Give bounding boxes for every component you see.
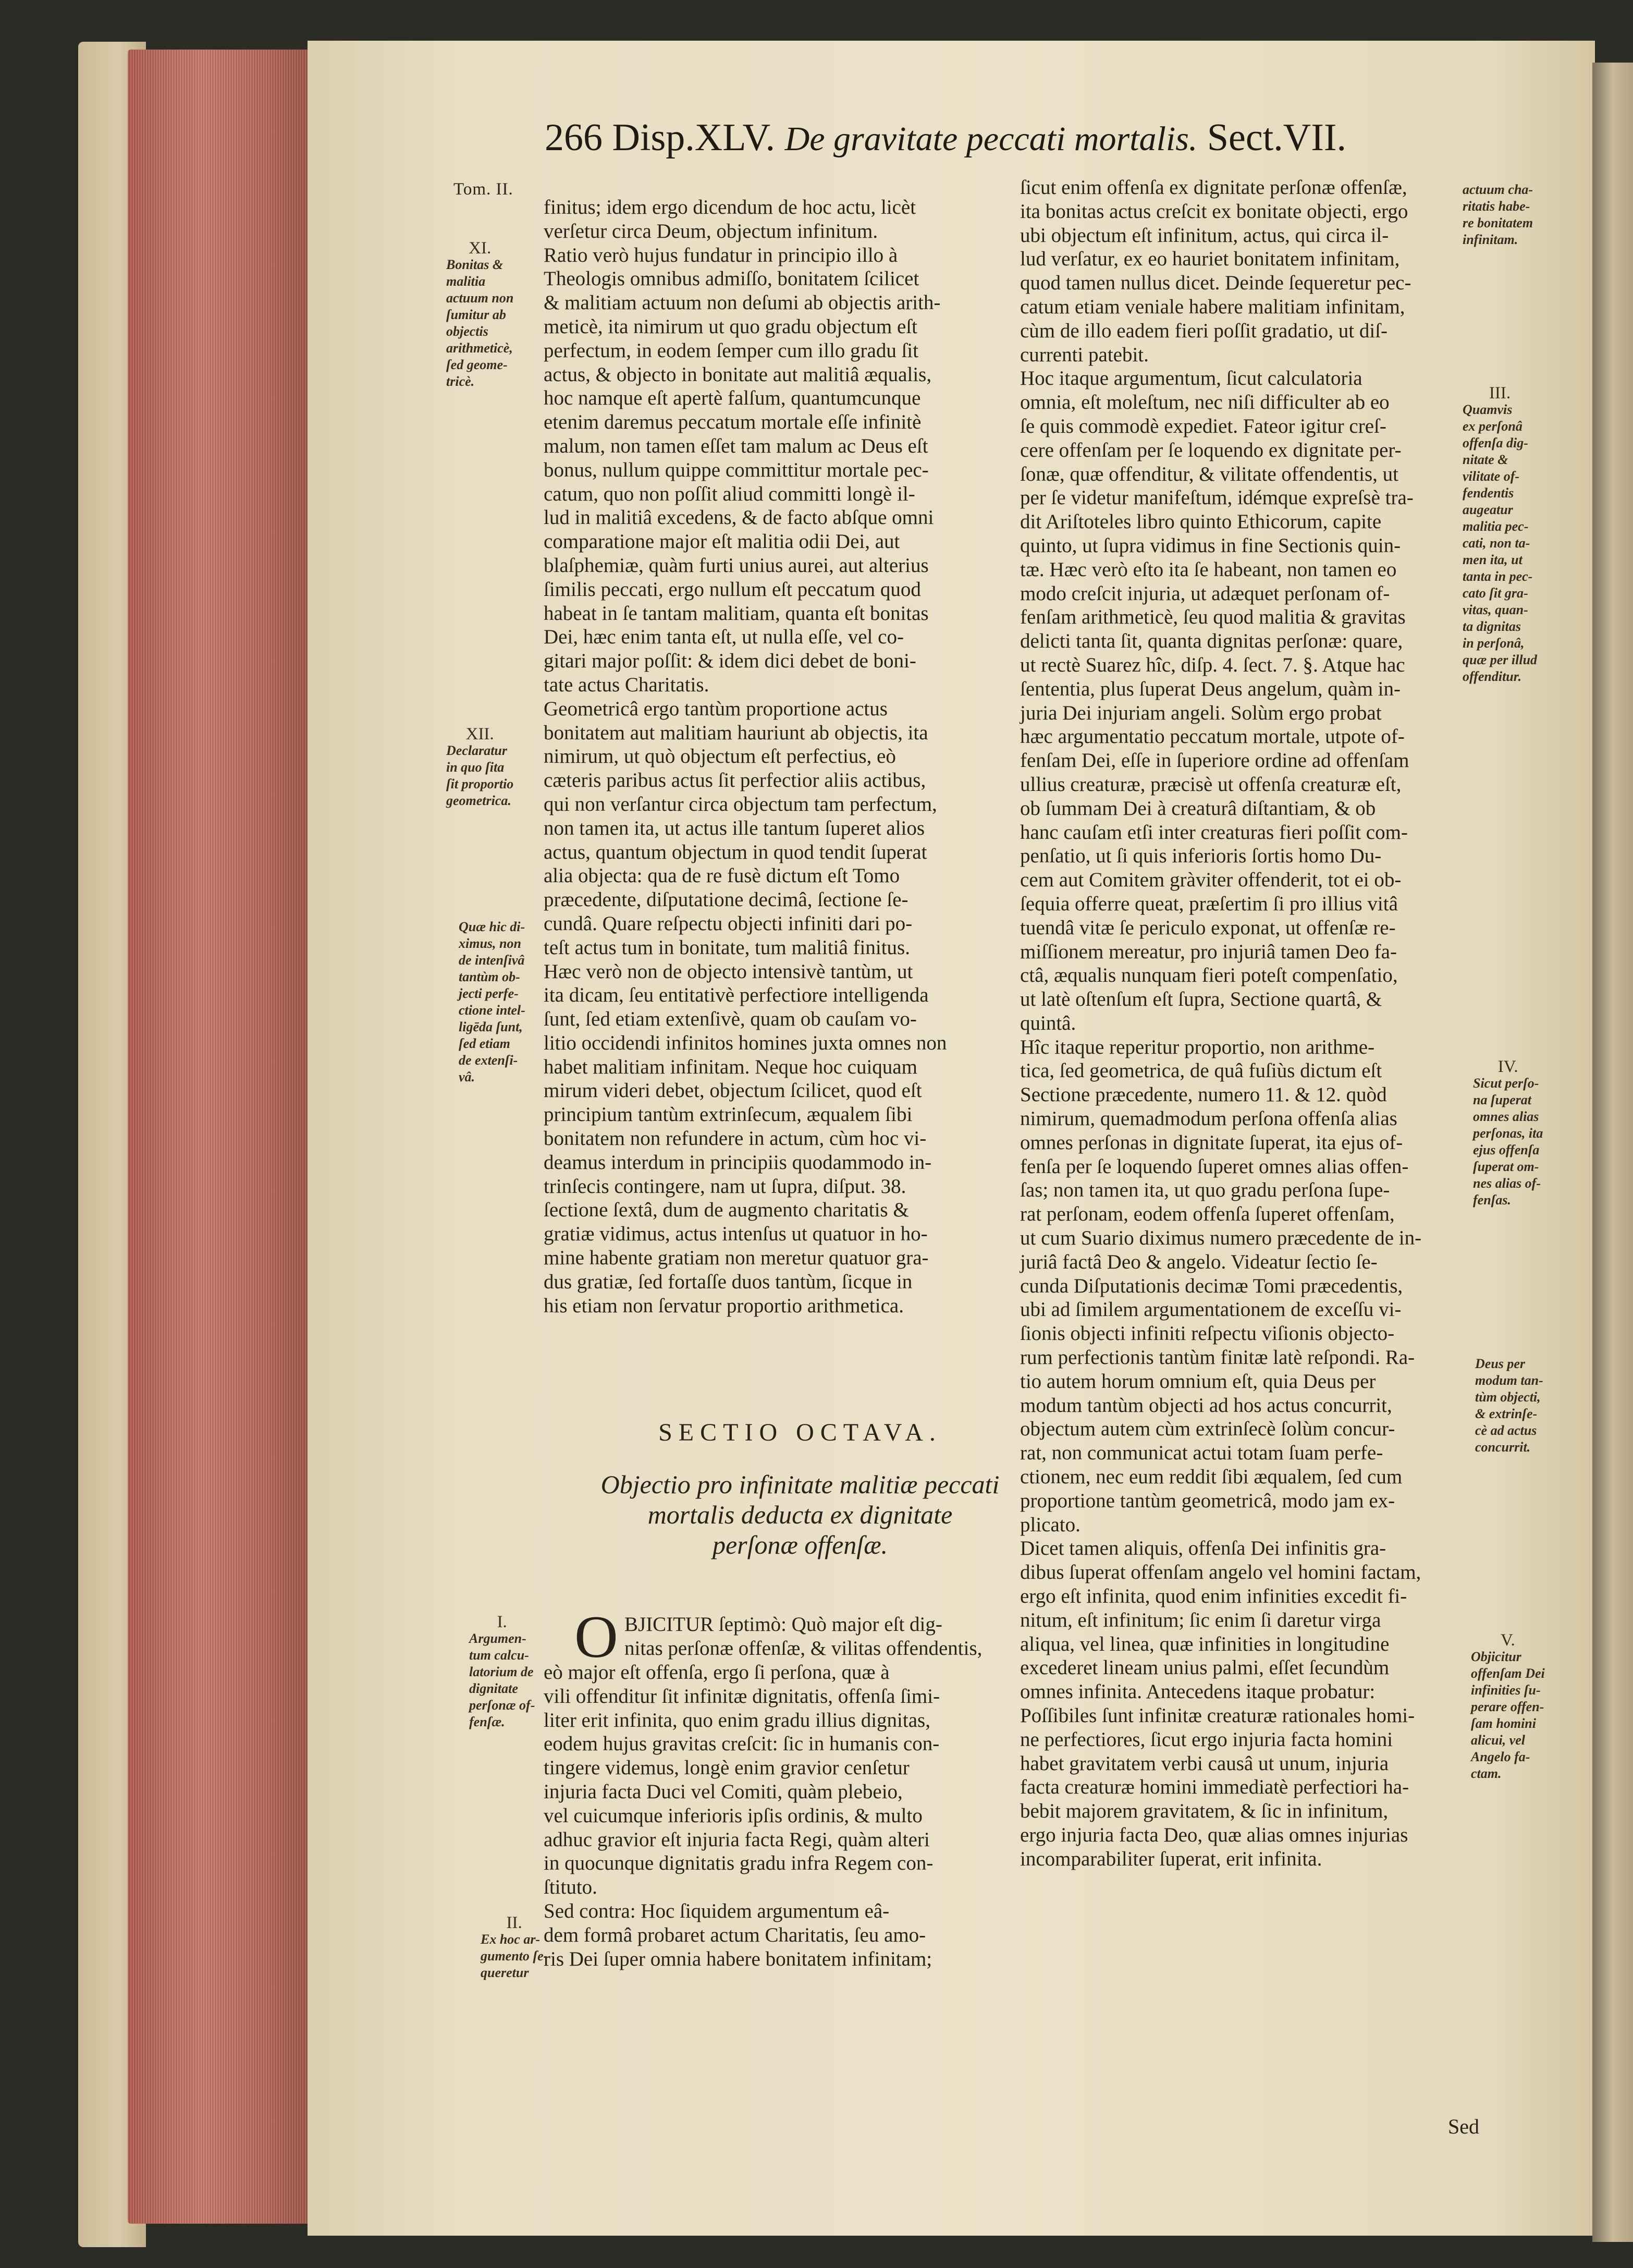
text-line: ſionis objecti infiniti reſpectu viſionis objecto- [1020, 1322, 1395, 1345]
text-line: ſicut enim offenſa ex dignitate perſonæ offenſæ, [1020, 176, 1407, 199]
margin-line: tum calcu- [469, 1648, 529, 1663]
margin-line: ſed etiam [459, 1036, 510, 1051]
text-line: in quocunque dignitatis gradu infra Regem con- [544, 1852, 934, 1875]
text-line: nitas perſonæ offenſæ, & vilitas offendentis, [624, 1637, 983, 1660]
text-line: dit Ariſtoteles libro quinto Ethicorum, capite [1020, 510, 1382, 533]
text-line: trinſecis contingere, nam ut ſupra, diſput. 38. [544, 1175, 906, 1198]
text-line: proportione tantùm geometricâ, modo jam ex- [1020, 1489, 1395, 1512]
margin-line: Argumen- [469, 1631, 526, 1646]
text-line: cere offenſam per ſe loquendo ex dignitate per- [1020, 438, 1402, 461]
text-line: ſententia, plus ſuperat Deus angelum, quàm in- [1020, 677, 1401, 700]
running-header [545, 116, 1346, 160]
margin-line: ex perſonâ [1463, 419, 1523, 434]
margin-number: II. [506, 1913, 522, 1932]
text-line: gratiæ vidimus, actus intenſus ut quatuor in ho- [544, 1223, 928, 1246]
margin-line: malitia pec- [1463, 519, 1529, 534]
margin-line: in perſonâ, [1463, 636, 1525, 651]
margin-line: nitate & [1463, 452, 1508, 467]
text-line: ſectione ſextâ, dum de augmento charitatis & [544, 1199, 909, 1222]
margin-line: cato ſit gra- [1463, 586, 1528, 601]
text-line: bebit majorem gravitatem, & ſic in infinitum, [1020, 1800, 1389, 1823]
text-line: ſtituto. [544, 1876, 597, 1899]
text-line: omnes perſonas in dignitate ſuperat, ita ejus of- [1020, 1131, 1403, 1154]
margin-line: infinities ſu- [1471, 1682, 1541, 1698]
text-line: cùm de illo eadem fieri poſſit gradatio, ut diſ- [1020, 319, 1388, 342]
text-line: hæc argumentatio peccatum mortale, utpote of- [1020, 725, 1405, 748]
margin-line: Angelo fa- [1471, 1749, 1530, 1764]
text-line: ſunt, ſed etiam extenſivè, quam ob cauſam vo- [544, 1008, 917, 1031]
margin-line: men ita, ut [1463, 552, 1523, 567]
margin-line: objectis [446, 324, 488, 339]
margin-line: latorium de [469, 1664, 534, 1679]
text-line: lud in malitiâ excedens, & de facto abſque omni [544, 506, 934, 529]
text-line: Dei, hæc enim tanta eſt, ut nulla eſſe, vel co- [544, 626, 904, 649]
margin-line: offenſam Dei [1471, 1666, 1545, 1681]
text-line: Theologis omnibus admiſſo, bonitatem ſcilicet [544, 267, 919, 290]
margin-line: de intenſivâ [459, 953, 525, 968]
margin-line: vilitate of- [1463, 469, 1520, 484]
margin-line: jecti perfe- [459, 986, 519, 1001]
text-line: nimirum, ut quò objectum eſt perfectius, eò [544, 745, 896, 768]
text-line: fenſa per ſe loquendo ſuperet omnes alias offen- [1020, 1155, 1409, 1178]
text-line: blaſphemiæ, quàm furti unius aurei, aut alterius [544, 554, 929, 577]
margin-line: queretur [481, 1965, 529, 1980]
text-line: gitari major poſſit: & idem dici debet de boni- [544, 650, 916, 673]
margin-line: ligēda ſunt, [459, 1019, 523, 1034]
text-line: objectum autem cùm extrinſecè ſolùm concur- [1020, 1418, 1395, 1441]
text-line: fenſam Dei, eſſe in ſuperiore ordine ad offenſam [1020, 749, 1409, 772]
text-line: Hæc verò non de objecto intensivè tantùm, ut [544, 960, 913, 983]
margin-note-xi [446, 240, 513, 390]
text-line: ubi objectum eſt infinitum, actus, qui circa il- [1020, 224, 1389, 247]
margin-line: concurrit. [1475, 1440, 1531, 1455]
text-line: quinto, ut ſupra vidimus in fine Sectionis quin- [1020, 534, 1401, 557]
margin-number: XII. [465, 725, 494, 743]
margin-line: tanta in pec- [1463, 569, 1533, 584]
text-line: præcedente, diſputatione decimâ, ſectione ſe- [544, 888, 908, 911]
margin-number: IV. [1497, 1057, 1518, 1076]
text-line: mirum videri debet, objectum ſcilicet, quod eſt [544, 1079, 922, 1102]
disputation-label: Disp.XLV. [612, 116, 776, 159]
text-line: quod tamen nullus dicet. Deinde ſequeretur pec- [1020, 272, 1411, 295]
margin-note-ii [481, 1915, 548, 1981]
text-line: finitus; idem ergo dicendum de hoc actu, licèt [544, 196, 916, 218]
objectio-title-line: mortalis deducta ex dignitate [647, 1500, 953, 1529]
margin-note-charitas [1463, 181, 1533, 248]
text-line: rum perfectionis tantùm finitæ latè reſpondi. Ra- [1020, 1346, 1415, 1369]
text-line: deamus interdum in principiis quodammodo in- [544, 1151, 932, 1174]
margin-line: actuum cha- [1463, 182, 1533, 197]
text-line: cundâ. Quare reſpectu objecti infiniti dari po- [544, 912, 913, 935]
margin-line: Objicitur [1471, 1649, 1521, 1664]
text-line: cem aut Comitem gràviter offenderit, tot ei ob- [1020, 869, 1402, 892]
text-line: ſas; non tamen ita, ut quo gradu perſona ſupe- [1020, 1179, 1390, 1202]
text-line: non tamen ita, ut actus ille tantum ſuperet alios [544, 816, 925, 839]
margin-line: tùm objecti, [1475, 1389, 1541, 1405]
text-line: ita bonitas actus creſcit ex bonitate objecti, ergo [1020, 200, 1408, 223]
text-line: eodem hujus gravitas creſcit: ſic in humanis con- [544, 1733, 940, 1755]
text-line: meticè, ita nimirum ut quo gradu objectum eſt [544, 315, 917, 338]
margin-line: cè ad actus [1475, 1423, 1537, 1438]
text-line: cunda Diſputationis decimæ Tomi præcedentis, [1020, 1274, 1403, 1297]
margin-line: fendentis [1463, 485, 1514, 501]
margin-line: tantùm ob- [459, 969, 520, 984]
margin-line: augeatur [1463, 502, 1513, 517]
margin-line: ſumitur ab [446, 307, 506, 322]
margin-line: ſam homini [1471, 1716, 1536, 1731]
margin-note-extensiva [459, 919, 525, 1086]
text-line: Dicet tamen aliquis, offenſa Dei infinitis gra- [1020, 1537, 1386, 1560]
text-line: verſetur circa Deum, objectum infinitum. [544, 220, 878, 242]
margin-line: tricè. [446, 374, 475, 389]
margin-line: ſed geome- [446, 357, 508, 372]
text-line: fenſam arithmeticè, ſeu quod malitia & gravitas [1020, 606, 1406, 629]
text-line: catum etiam veniale habere malitiam infinitam, [1020, 295, 1405, 318]
margin-line: Deus per [1475, 1356, 1526, 1371]
margin-line: de extenſi- [459, 1053, 518, 1068]
margin-line: Bonitas & [446, 257, 504, 272]
margin-line: ritatis habe- [1463, 199, 1530, 214]
margin-line: ta dignitas [1463, 619, 1521, 634]
margin-line: arithmeticè, [446, 340, 513, 356]
text-line: cæteris paribus actus ſit perfectior aliis actibus, [544, 769, 926, 792]
text-line: delicti tanta ſit, quanta dignitas perſonæ: quare, [1020, 630, 1403, 653]
red-page-edges [128, 50, 310, 2224]
text-line: ctâ, æqualis nunquam fieri poteſt compenſatio, [1020, 964, 1398, 987]
text-line: aliqua, vel linea, quæ infinities in longitudine [1020, 1632, 1390, 1655]
drop-cap: O [574, 1604, 618, 1670]
text-line: modum tantùm objecti ad hos actus concurrit, [1020, 1394, 1392, 1417]
margin-line: Quæ hic di- [459, 919, 525, 934]
margin-number: I. [497, 1613, 507, 1631]
margin-note-xii [446, 726, 513, 809]
margin-line: fenſas. [1473, 1192, 1511, 1208]
text-line: modo creſcit injuria, ut adæquet perſonam of- [1020, 582, 1390, 605]
text-line: eò major eſt offenſa, ergo ſi perſona, quæ à [544, 1661, 890, 1684]
margin-line: alicui, vel [1471, 1733, 1525, 1748]
text-line: juria Dei injuriam angeli. Solùm ergo probat [1020, 701, 1382, 724]
section-title: SECTIO OCTAVA. [658, 1419, 942, 1446]
margin-number: III. [1489, 384, 1511, 403]
text-line: tuendâ vitæ ſe periculo exponat, ut offenſæ re- [1020, 916, 1396, 939]
text-line: etenim daremus peccatum mortale eſſe infinitè [544, 411, 922, 434]
text-line: bonus, nullum quippe committitur mortale pec- [544, 458, 929, 481]
margin-note-iv [1473, 1058, 1543, 1209]
text-line: tæ. Hæc verò eſto ita ſe habeant, non tamen eo [1020, 558, 1397, 581]
tome-label: Tom. II. [453, 180, 513, 199]
margin-line: ctam. [1471, 1766, 1502, 1781]
margin-line: omnes alias [1473, 1109, 1539, 1124]
text-line: nimirum, quemadmodum perſona offenſa alias [1020, 1107, 1397, 1130]
margin-line: Quamvis [1463, 402, 1513, 417]
margin-note-i [469, 1614, 535, 1730]
margin-line: offenditur. [1463, 669, 1521, 684]
margin-note-iii [1463, 385, 1537, 685]
margin-line: ximus, non [459, 936, 521, 951]
text-line: ctionem, nec eum reddit ſibi æqualem, ſed cum [1020, 1466, 1403, 1489]
text-line: ris Dei ſuper omnia habere bonitatem infinitam; [544, 1947, 932, 1970]
text-line: ergo eſt infinita, quod enim infinities excedit fi- [1020, 1585, 1407, 1608]
facing-page-edge [1592, 63, 1633, 2242]
text-line: juriâ factâ Deo & angelo. Videatur ſectio ſe- [1020, 1250, 1378, 1273]
margin-line: Sicut perſo- [1473, 1076, 1539, 1091]
margin-note-deus [1475, 1356, 1543, 1456]
text-line: Poſſibiles ſunt infinitæ creaturæ rationales homi- [1020, 1704, 1415, 1727]
text-line: excederet lineam unius palmi, eſſet ſecundùm [1020, 1656, 1390, 1679]
text-line: ſe quis commodè expediet. Fateor igitur creſ- [1020, 414, 1386, 437]
margin-line: na ſuperat [1473, 1092, 1531, 1107]
text-line: litio occidendi infinitos homines juxta omnes non [544, 1031, 947, 1054]
text-line: Hîc itaque reperitur proportio, non arithme- [1020, 1035, 1375, 1058]
margin-line: ſuperat om- [1473, 1159, 1539, 1174]
text-line: BJICITUR ſeptimò: Quò major eſt dig- [624, 1613, 942, 1636]
text-line: bonitatem aut malitiam hauriunt ab objectis, ita [544, 721, 928, 744]
text-line: principium tantùm extrinſecum, æqualem ſibi [544, 1103, 913, 1126]
text-line: ullius creaturæ, præcisè ut offenſa creaturæ eſt, [1020, 773, 1402, 796]
text-line: tingere videmus, longè enim gravior cenſetur [544, 1757, 910, 1779]
text-line: catum, quo non poſſit aliud committi longè il- [544, 482, 915, 505]
text-line: qui non verſantur circa objectum tam perfectum, [544, 792, 937, 815]
text-line: Sed contra: Hoc ſiquidem argumentum eâ- [544, 1899, 890, 1922]
text-line: mine habente gratiam non meretur quatuor gra- [544, 1247, 929, 1270]
margin-line: infinitam. [1463, 232, 1518, 247]
text-line: actus, quantum objectum in quod tendit ſuperat [544, 840, 927, 863]
right-column [1020, 176, 1474, 1871]
text-line: nitum, eſt infinitum; ſic enim ſi daretur virga [1020, 1608, 1381, 1631]
text-line: injuria facta Duci vel Comiti, quàm plebeio, [544, 1780, 903, 1803]
text-line: bonitatem non refundere in actum, cùm hoc vi- [544, 1127, 927, 1150]
text-line: ut cum Suario diximus numero præcedente de in- [1020, 1227, 1422, 1250]
text-line: Ratio verò hujus fundatur in principio illo à [544, 243, 898, 266]
text-line: alia objecta: qua de re fusè dictum eſt Tomo [544, 864, 900, 887]
left-column-opening-lines [624, 1613, 1002, 1661]
text-line: omnia, eſt moleſtum, nec niſi difficulter ab eo [1020, 391, 1390, 414]
text-line: liter erit infinita, quo enim gradu illius dignitas, [544, 1709, 930, 1732]
objectio-title-line: Objectio pro infinitate malitiæ peccati [600, 1470, 1000, 1499]
text-line: plicato. [1020, 1513, 1081, 1536]
objectio-title [566, 1469, 1035, 1560]
margin-line: Ex hoc ar- [481, 1932, 541, 1947]
margin-number: XI. [469, 239, 492, 258]
objectio-title-line: perſonæ offenſæ. [712, 1530, 888, 1559]
page-number: 266 [545, 116, 603, 159]
text-line: lud verſatur, ex eo hauriet bonitatem infinitam, [1020, 248, 1400, 271]
text-line: ergo injuria facta Deo, quæ alias omnes injurias [1020, 1823, 1408, 1846]
text-line: ita dicam, ſeu entitativè perfectiore intelligenda [544, 984, 929, 1007]
margin-line: quæ per illud [1463, 652, 1538, 667]
text-line: vel cuicumque inferioris ipſis ordinis, & multo [544, 1804, 923, 1827]
text-line: currenti patebit. [1020, 343, 1149, 366]
margin-line: perſonas, ita [1473, 1126, 1543, 1141]
text-line: rat perſonam, eodem offenſa ſuperet offenſam, [1020, 1203, 1395, 1226]
text-line: habet malitiam infinitam. Neque hoc cuiquam [544, 1055, 917, 1078]
text-line: tio autem horum omnium eſt, quia Deus per [1020, 1370, 1376, 1393]
catchword: Sed [1448, 2115, 1479, 2138]
text-line: ſequia offerre queat, præſertim ſi pro illius vitâ [1020, 892, 1398, 915]
margin-line: cati, non ta- [1463, 535, 1530, 551]
header-subject: De gravitate peccati mortalis. [784, 120, 1198, 158]
text-line: adhuc gravior eſt injuria facta Regi, quàm alteri [544, 1828, 930, 1851]
text-line: malum, non tamen eſſet tam malum ac Deus eſt [544, 434, 928, 457]
margin-line: malitia [446, 274, 486, 289]
text-line: miſſionem mereatur, pro injuriâ tamen Deo fa- [1020, 940, 1397, 963]
margin-line: offenſa dig- [1463, 435, 1528, 450]
margin-line: gumento ſe- [481, 1948, 548, 1964]
margin-line: vâ. [459, 1069, 475, 1084]
text-line: quintâ. [1020, 1011, 1076, 1034]
text-line: incomparabiliter ſuperat, erit infinita. [1020, 1847, 1322, 1870]
text-line: ubi ad ſimilem argumentationem de exceſſu vi- [1020, 1298, 1402, 1321]
margin-line: dignitate [469, 1681, 518, 1696]
margin-line: perare offen- [1471, 1699, 1544, 1714]
section-label: Sect.VII. [1207, 116, 1347, 159]
margin-line: vitas, quan- [1463, 602, 1528, 617]
text-line: ob ſummam Dei à creaturâ diſtantiam, & ob [1020, 797, 1376, 820]
text-line: teſt actus tum in bonitate, tum malitiâ finitus. [544, 936, 910, 959]
margin-line: modum tan- [1475, 1373, 1543, 1388]
margin-line: geometrica. [446, 793, 511, 808]
text-line: per ſe videtur manifeſtum, idémque expreſsè tra- [1020, 486, 1414, 509]
margin-line: fenſæ. [469, 1714, 505, 1729]
margin-line: re bonitatem [1463, 215, 1533, 230]
text-line: actus, & objecto in bonitate aut malitiâ æqualis, [544, 363, 932, 386]
text-line: tica, ſed geometrica, de quâ fuſiùs dictum eſt [1020, 1059, 1382, 1082]
margin-line: in quo ſita [446, 760, 505, 775]
margin-number: V. [1500, 1631, 1515, 1650]
text-line: Hoc itaque argumentum, ſicut calculatoria [1020, 367, 1362, 390]
text-line: comparatione major eſt malitia odii Dei, aut [544, 530, 900, 553]
margin-line: perſonæ of- [469, 1698, 535, 1713]
margin-line: Declaratur [446, 743, 507, 758]
text-line: perfectum, in eodem ſemper cum illo gradu ſit [544, 339, 919, 362]
text-line: penſatio, ut ſi quis inferioris ſortis homo Du- [1020, 845, 1382, 868]
text-line: ut rectè Suarez hîc, diſp. 4. ſect. 7. §. Atque hac [1020, 653, 1405, 676]
text-line: Geometricâ ergo tantùm proportione actus [544, 697, 888, 720]
margin-line: ejus offenſa [1473, 1142, 1540, 1157]
left-column-top [544, 196, 1002, 1318]
text-line: his etiam non ſervatur proportio arithmetica. [544, 1294, 904, 1317]
text-line: ſonæ, quæ offenditur, & vilitate offendentis, ut [1020, 462, 1398, 485]
text-line: tate actus Charitatis. [544, 673, 709, 696]
text-line: hoc namque eſt apertè falſum, quantumcunque [544, 387, 921, 410]
margin-line: ctione intel- [459, 1003, 525, 1018]
text-line: facta creaturæ homini immediatè perfectiori ha- [1020, 1776, 1409, 1799]
margin-line: ſit proportio [446, 776, 514, 791]
text-line: ne perfectiores, ſicut ergo injuria facta homini [1020, 1728, 1393, 1751]
margin-line: & extrinſe- [1475, 1406, 1538, 1421]
margin-line: nes alias of- [1473, 1176, 1541, 1191]
text-line: habet gravitatem verbi causâ ut unum, injuria [1020, 1752, 1389, 1775]
text-line: omnes infinita. Antecedens itaque probatur: [1020, 1680, 1376, 1703]
margin-line: actuum non [446, 290, 514, 306]
text-line: & malitiam actuum non deſumi ab objectis arith- [544, 291, 941, 314]
text-line: ſimilis peccati, ergo nullum eſt peccatum quod [544, 578, 921, 601]
text-line: ut latè oſtenſum eſt ſupra, Sectione quartâ, & [1020, 988, 1382, 1011]
left-column-bottom [544, 1661, 1002, 1971]
text-line: dibus ſuperat offenſam angelo vel homini factam, [1020, 1561, 1421, 1584]
text-line: dem formâ probaret actum Charitatis, ſeu amo- [544, 1923, 926, 1946]
text-line: dus gratiæ, ſed fortaſſe duos tantùm, ſicque in [544, 1270, 913, 1293]
text-line: vili offenditur ſit infinitæ dignitatis, offenſa ſimi- [544, 1685, 940, 1708]
text-line: hanc cauſam etſi inter creaturas fieri poſſit com- [1020, 821, 1408, 844]
text-line: Sectione præcedente, numero 11. & 12. quòd [1020, 1083, 1387, 1106]
margin-note-v [1471, 1632, 1545, 1782]
text-line: rat, non communicat actui totam ſuam perfe- [1020, 1442, 1383, 1465]
text-line: habeat in ſe tantam malitiam, quanta eſt bonitas [544, 602, 929, 625]
